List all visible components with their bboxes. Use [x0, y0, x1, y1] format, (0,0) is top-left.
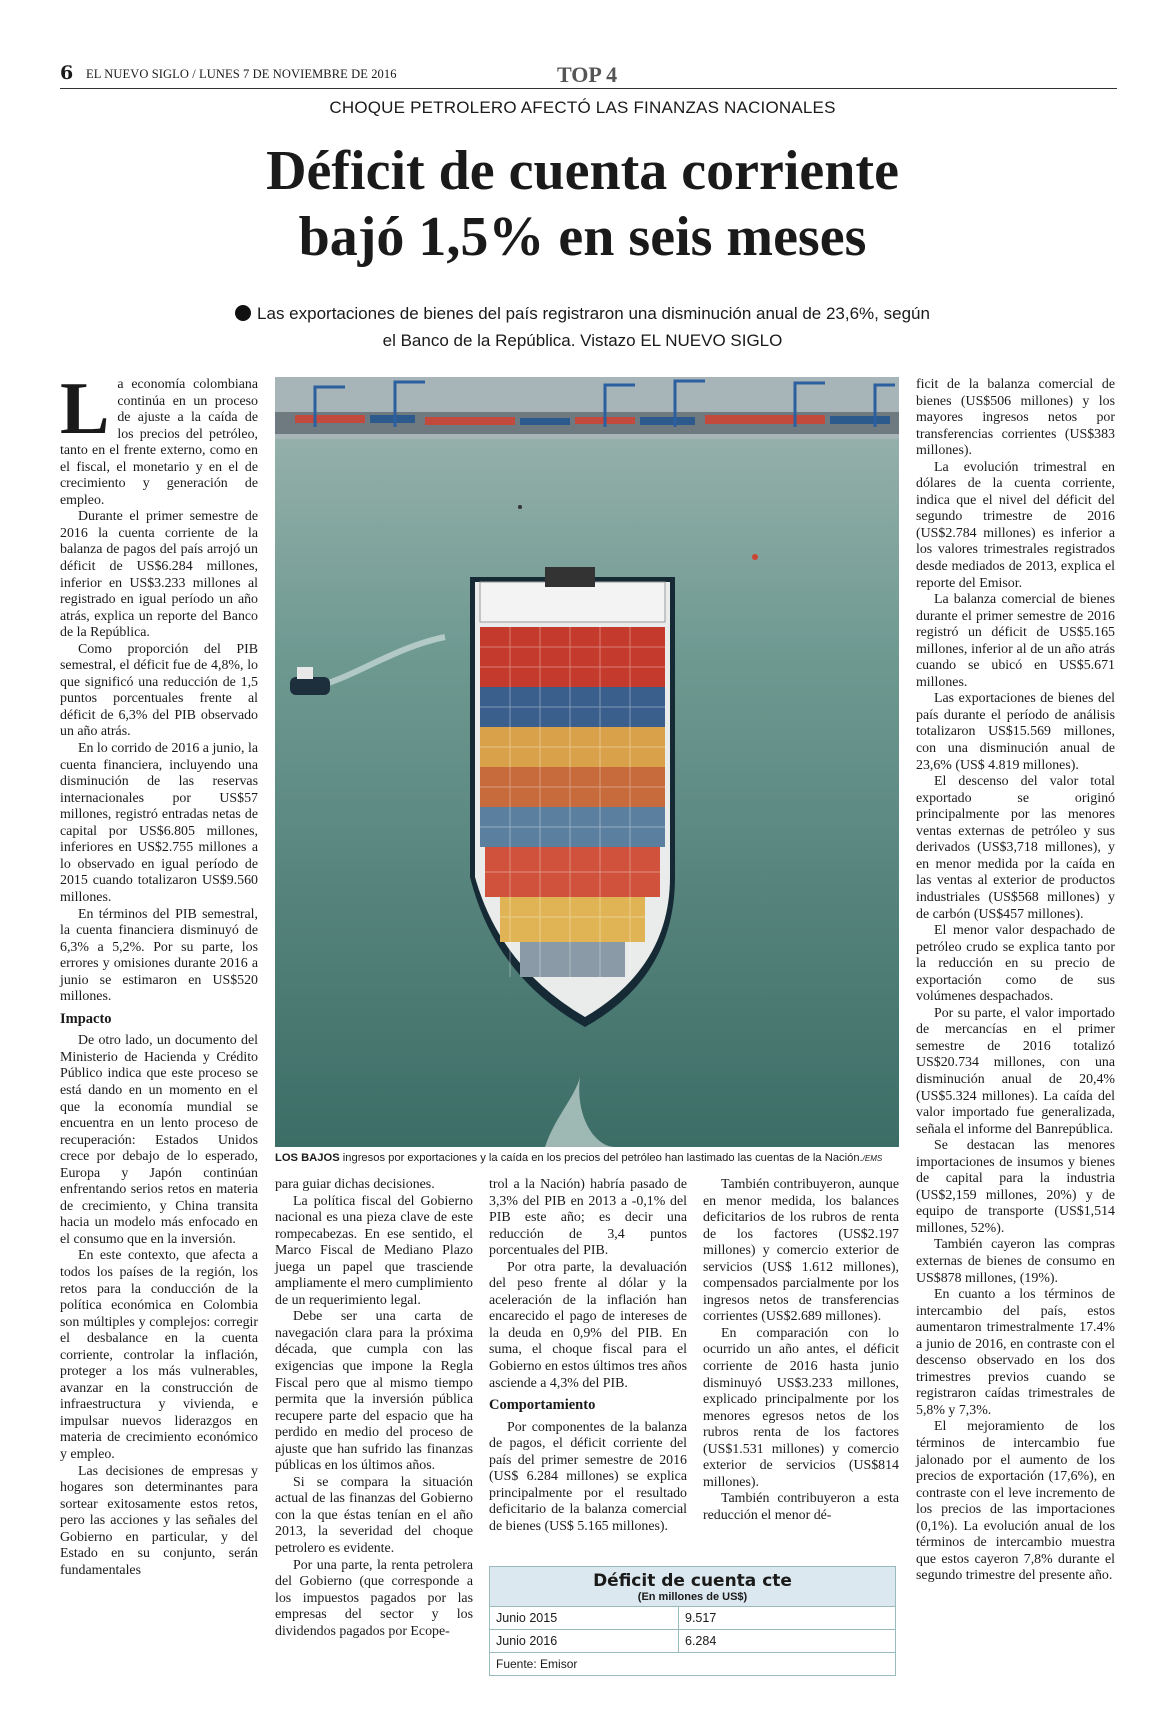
paragraph: Por una parte, la renta petrolera del Gobierno (que corresponde a los impuestos pagados por las empresas del sector y los dividendos pagados por Ecope-	[275, 1557, 473, 1639]
paragraph: De otro lado, un documento del Ministerio de Hacienda y Crédito Público indica que este proceso se está dando en un momento en el que la economía mundial se encuentra en un lento proceso de recuperación: Estados Unidos crece por debajo de lo esperado, Europa y Japón continúan enfrentando serios retos en materia de crecimiento, y China transita hacia un modelo más enfocado en el consumo que en la inversión.	[60, 1033, 258, 1247]
paragraph: También contribuyeron a esta reducción el menor dé-	[703, 1491, 899, 1523]
table-row	[489, 1607, 896, 1630]
paragraph: para guiar dichas decisiones.	[275, 1177, 435, 1192]
table-row	[489, 1630, 896, 1653]
paragraph: En términos del PIB semestral, la cuenta financiera disminuyó de 6,3% a 5,2%. Por su parte, los errores y omisiones durante 2016 a junio se estimaron en US$520 millones.	[60, 906, 258, 1005]
headline	[0, 138, 1165, 270]
paragraph: Durante el primer semestre de 2016 la cuenta corriente de la balanza de pagos del país arrojó un déficit de US$6.284 millones, inferior en US$3.233 millones al registrado en igual período un año atrás, explica un reporte del Banco de la República.	[60, 509, 258, 641]
article-column-4	[703, 1177, 899, 1524]
photo-credit: /EMS	[862, 1154, 883, 1163]
paragraph: Las exportaciones de bienes del país durante el período de análisis totalizaron US$15.569 millones, con una disminución anual de 23,6% (US$ 4.819 millones).	[916, 691, 1115, 773]
subhead-text: Las exportaciones de bienes del país registraron una disminución anual de 23,6%, según el Banco de la República. Vistazo EL NUEVO SIGLO	[257, 304, 930, 350]
paragraph: Por su parte, el valor importado de mercancías en el primer semestre de 2016 totalizó US$20.734 millones, con una disminución anual de 20,4% (US$5.324 millones). La caída del valor importado fue generalizada, señala el informe del Banrepública.	[916, 1005, 1115, 1137]
paragraph: En cuanto a los términos de intercambio del país, estos aumentaron trimestralmente 17.4% a junio de 2016, en contraste con el descenso observado en los dos trimestres previos cuando se registraron caídas trimestrales de 5,8% y 7,3%.	[916, 1287, 1115, 1418]
subheading-impacto: Impacto	[60, 1010, 112, 1027]
headline-line-2: bajó 1,5% en seis meses	[298, 206, 867, 268]
container-ship-image	[275, 377, 899, 1147]
paragraph: Por otra parte, la devaluación del peso frente al dólar y la aceleración de la inflación han encarecido el pago de intereses de la deuda en 0,9% del PIB. En suma, el choque fiscal para el Gobierno en estos últimos tres años asciende a 4,3% del PIB.	[489, 1259, 687, 1391]
paragraph: La evolución trimestral en dólares de la cuenta corriente, indica que el nivel del déficit del segundo trimestre de 2016 (US$2.784 millones) es inferior a los valores trimestrales registrados desde mediados de 2013, explica el reporte del Emisor.	[916, 459, 1115, 591]
table-source: Fuente: Emisor	[489, 1653, 896, 1676]
bullet-icon	[235, 305, 251, 321]
paragraph: La balanza comercial de bienes durante el primer semestre de 2016 registró un déficit de US$5.165 millones, inferior al de un año atrás cuando se ubicó en US$5.671 millones.	[916, 592, 1115, 690]
row-value: 9.517	[685, 1611, 717, 1625]
photo-caption	[275, 1152, 905, 1164]
article-column-3	[489, 1177, 687, 1535]
section-label: TOP 4	[557, 62, 618, 87]
paragraph: El menor valor despachado de petróleo crudo se explica tanto por la reducción en su precio de exportación como de sus volúmenes despachados.	[916, 923, 1115, 1005]
headline-line-1: Déficit de cuenta corriente	[266, 140, 899, 202]
page-header	[60, 62, 1117, 89]
paragraph: Como proporción del PIB semestral, el déficit fue de 4,8%, lo que significó una reducción de 1,5 puntos porcentuales frente al déficit de 6,3% del PIB observado un año atrás.	[60, 641, 258, 740]
paragraph: El descenso del valor total exportado se originó principalmente por las menores ventas externas de petróleo y sus derivados (US$3,718 millones), y en menor medida por la caída en las ventas al exterior de productos industriales (US$568 millones) y de carbón (US$457 millones).	[916, 774, 1115, 922]
photo-container-ship	[275, 377, 899, 1147]
paragraph: Si se compara la situación actual de las finanzas del Gobierno con la que éstas tenían en el año 2013, la severidad del choque petrolero es evidente.	[275, 1474, 473, 1557]
paragraph: También contribuyeron, aunque en menor medida, los balances deficitarios de los rubros de renta de los factores (US$2.197 millones) y comercio exterior de servicios (US$ 1.612 millones), compensados parcialmente por los ingresos netos de transferencias corrientes (US$2.689 millones).	[703, 1177, 899, 1325]
subhead	[230, 300, 935, 354]
paragraph: En este contexto, que afecta a todos los países de la región, los retos para la conducción de la política económica en Colombia son múltiples y complejos: corregir el desbalance en la cuenta corriente, controlar la inflación, proteger a los más vulnerables, avanzar en la construcción de infraestructura y vivienda, e impulsar nuevos liderazgos en materia de crecimiento económico y empleo.	[60, 1248, 258, 1462]
article-column-2	[275, 1177, 473, 1640]
kicker: CHOQUE PETROLERO AFECTÓ LAS FINANZAS NACIONALES	[329, 98, 836, 117]
table-subtitle: (En millones de US$)	[637, 1591, 748, 1603]
paragraph: También cayeron las compras externas de bienes de consumo en US$878 millones, (19%).	[916, 1237, 1115, 1286]
row-label: Junio 2015	[490, 1607, 679, 1629]
deficit-table	[489, 1566, 896, 1676]
row-label: Junio 2016	[490, 1630, 679, 1652]
masthead: EL NUEVO SIGLO / LUNES 7 DE NOVIEMBRE DE 2016	[86, 67, 397, 81]
drop-cap: L	[60, 368, 110, 450]
caption-label: LOS BAJOS	[275, 1152, 340, 1164]
subheading-comportamiento: Comportamiento	[489, 1397, 596, 1414]
paragraph: En comparación con lo ocurrido un año antes, el déficit corriente de 2016 hasta junio disminuyó US$3.233 millones, explicado principalmente por los menores egresos netos de los rubros renta de los factores (US$1.531 millones) y comercio exterior de servicios (US$814 millones).	[703, 1325, 899, 1490]
paragraph: La economía colombiana continúa en un proceso de ajuste a la caída de los precios del petróleo, tanto en el frente externo, como en el fiscal, el monetario y en el de crecimiento y generación de empleo.	[60, 368, 258, 508]
paragraph: La política fiscal del Gobierno nacional es una pieza clave de este rompecabezas. En ese sentido, el Marco Fiscal de Mediano Plazo juega un papel que trasciende ampliamente el mero cumplimiento de un requerimiento legal.	[275, 1193, 473, 1308]
page-number: 6	[60, 62, 74, 84]
paragraph: trol a la Nación) habría pasado de 3,3% del PIB en 2013 a -0,1% del PIB este año; es decir una reducción de 3,4 puntos porcentuales del PIB.	[489, 1177, 687, 1259]
paragraph: Por componentes de la balanza de pagos, el déficit corriente del país del primer semestre de 2016 (US$ 6.284 millones) se explica principalmente por el resultado deficitario de la balanza comercial de bienes (US$ 5.165 millones).	[489, 1419, 687, 1534]
table-header	[489, 1566, 896, 1607]
caption-text: ingresos por exportaciones y la caída en los precios del petróleo han lastimado las cuentas de la Nación.	[339, 1152, 863, 1164]
article-column-1	[60, 368, 258, 1579]
row-value: 6.284	[685, 1634, 717, 1648]
article-column-5	[916, 377, 1115, 1585]
paragraph: En lo corrido de 2016 a junio, la cuenta financiera, incluyendo una disminución de las reservas internacionales por US$57 millones, registró entradas netas de capital por US$6.805 millones, inferiores en US$2.755 millones a lo observado en igual período de 2015 cuando totalizaron US$9.560 millones.	[60, 741, 258, 905]
table-title: Déficit de cuenta cte	[593, 1571, 792, 1591]
paragraph: Se destacan las menores importaciones de insumos y bienes de capital para la industria (US$2,159 millones, 20%) y de equipo de transporte (US$1,514 millones, 52%).	[916, 1138, 1115, 1236]
paragraph: ficit de la balanza comercial de bienes (US$506 millones) y los mayores ingresos netos por transferencias corrientes (US$383 millones).	[916, 377, 1115, 459]
paragraph: Debe ser una carta de navegación clara para la próxima década, que cumpla con las exigencias que impone la Regla Fiscal pero que al mismo tiempo permita que la inversión pública recupere parte del espacio que ha perdido en medio del proceso de ajuste que han sufrido las finanzas públicas en los últimos años.	[275, 1309, 473, 1474]
paragraph: Las decisiones de empresas y hogares son determinantes para sortear exitosamente estos retos, pero las acciones y las señales del Gobierno en particular, y del Estado en su conjunto, serán fundamentales	[60, 1463, 258, 1578]
paragraph: El mejoramiento de los términos de intercambio fue jalonado por el aumento de los precios de exportación (17,6%), en contraste con el leve incremento de los precios de las importaciones (0,1%). La evolución anual de los términos de intercambio muestra que estos cayeron 7,8% durante el segundo trimestre del presente año.	[916, 1419, 1115, 1584]
